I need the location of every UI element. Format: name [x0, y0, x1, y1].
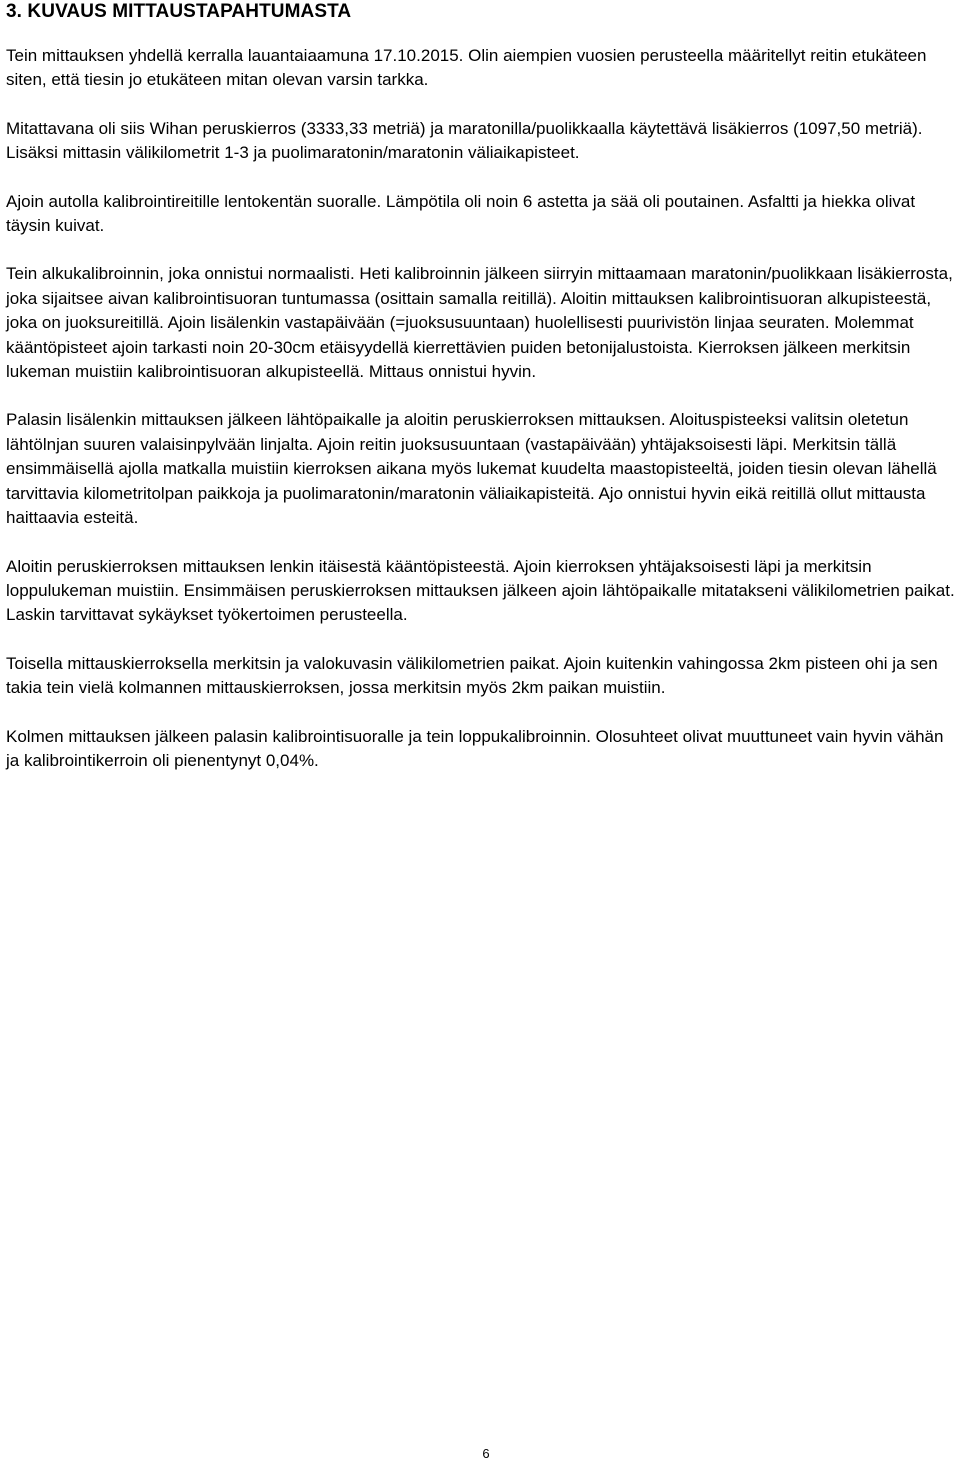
paragraph-measurement-date: Tein mittauksen yhdellä kerralla lauantaiaamuna 17.10.2015. Olin aiempien vuosien perusteella määritellyt reitin etukäteen siten, että tiesin jo etukäteen mitan olevan varsin tarkka. — [6, 46, 927, 90]
paragraph-calibration-conditions: Ajoin autolla kalibrointireitille lentokentän suoralle. Lämpötila oli noin 6 astetta ja sää oli poutainen. Asfaltti ja hiekka olivat täysin kuivat. — [6, 191, 916, 236]
paragraph-measured-courses: Mitattavana oli siis Wihan peruskierros (3333,33 metriä) ja maratonilla/puolikkaalla käytettävä lisäkierros (1097,50 metriä). Lisäksi mittasin välikilometrit 1-3 ja puolimaratonin/maratonin väliaikapisteet. — [6, 118, 923, 163]
paragraph-base-lap-first-ride: Palasin lisälenkin mittauksen jälkeen lähtöpaikalle ja aloitin peruskierroksen mittauksen. Aloituspisteeksi valitsin oletetun lähtölnjan suuren valaisinpylvään linjalta. Ajoin reitin juoksusuuntaan (vastapäivään) yhtäjaksoisesti läpi. Merkitsin tällä ensimmäisellä ajolla matkalla muistiin kierroksen aikana myös lukemat kuudelta maastopisteeltä, joiden tiesin olevan lähellä tarvittavia kilometritolpan paikkoja ja puolimaratonin/maratonin väliaikapisteitä. Ajo onnistui hyvin eikä reitillä ollut mittausta haittaavia esteitä. — [6, 410, 937, 528]
document-page — [6, 0, 956, 773]
page-number: 6 — [482, 1446, 490, 1461]
paragraph-base-lap-measurement: Aloitin peruskierroksen mittauksen lenkin itäisestä kääntöpisteestä. Ajoin kierroksen yhtäjaksoisesti läpi ja merkitsin loppulukeman muistiin. Ensimmäisen peruskierroksen mittauksen jälkeen ajoin lähtöpaikalle mitatakseni välikilometrien paikat. Laskin tarvittavat sykäykset työkertoimen perusteella. — [6, 556, 955, 625]
paragraph-second-lap: Toisella mittauskierroksella merkitsin ja valokuvasin välikilometrien paikat. Ajoin kuitenkin vahingossa 2km pisteen ohi ja sen takia tein vielä kolmannen mittauskierroksen, jossa merkitsin myös 2km paikan muistiin. — [6, 653, 938, 698]
paragraph-final-calibration: Kolmen mittauksen jälkeen palasin kalibrointisuoralle ja tein loppukalibroinnin. Olosuhteet olivat muuttuneet vain hyvin vähän ja kalibrointikerroin oli pienentynyt 0,04%. — [6, 726, 944, 770]
paragraph-extra-lap-measurement: Tein alkukalibroinnin, joka onnistui normaalisti. Heti kalibroinnin jälkeen siirryin mittaamaan maratonin/puolikkaan lisäkierrosta, joka sijaitsee aivan kalibrointisuoran tuntumassa (osittain samalla reitillä). Aloitin mittauksen kalibrointisuoran alkupisteestä, joka on juoksureitillä. Ajoin lisälenkin vastapäivään (=juoksusuuntaan) huolellisesti puurivistön linjaa seuraten. Molemmat kääntöpisteet ajoin tarkasti noin 20-30cm etäisyydellä kierrettävien puiden betonijalustoista. Kierroksen jälkeen merkitsin lukeman muistiin kalibrointisuoran alkupisteellä. Mittaus onnistui hyvin. — [6, 264, 953, 382]
section-heading: 3. KUVAUS MITTAUSTAPAHTUMASTA — [6, 1, 352, 22]
